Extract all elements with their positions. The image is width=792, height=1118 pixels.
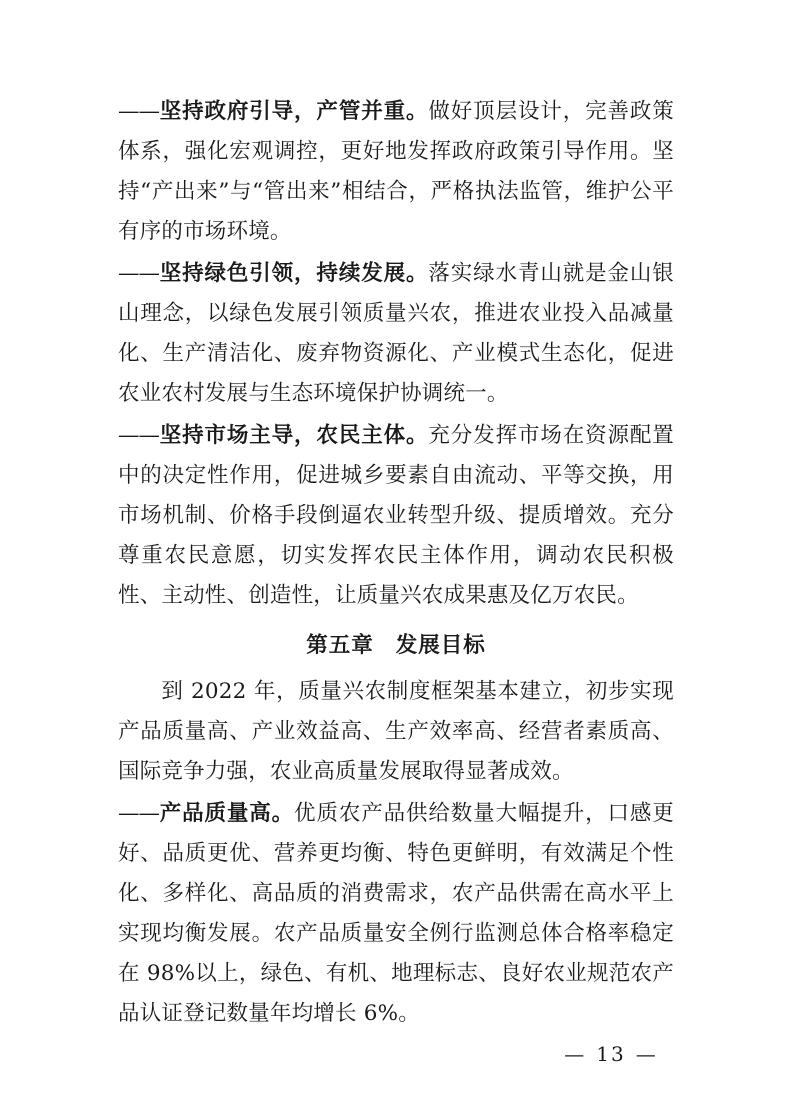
- page-number-group: [564, 1042, 657, 1066]
- chapter-number: 第五章: [306, 633, 374, 658]
- paragraph-market-oriented: [118, 416, 674, 616]
- page-number-left-dash: —: [564, 1042, 587, 1066]
- page-number-value: 13: [596, 1042, 626, 1066]
- paragraph-lead: 坚持政府引导，产管并重。: [159, 99, 429, 124]
- paragraph-lead: 产品质量高。: [159, 801, 295, 826]
- paragraph-body: 到 2022 年，质量兴农制度框架基本建立，初步实现产品质量高、产业效益高、生产效率高、经营者素质高、国际竞争力强，农业高质量发展取得显著成效。: [118, 679, 674, 784]
- page-content: [118, 92, 674, 1034]
- page-footer: [0, 1042, 792, 1066]
- paragraph-body: 落实绿水青山就是金山银山理念，以绿色发展引领质量兴农，推进农业投入品减量化、生产清洁化、废弃物资源化、产业模式生态化，促进农业农村发展与生态环境保护协调统一。: [118, 261, 675, 406]
- paragraph-dash: ——: [118, 423, 159, 448]
- paragraph-green-leadership: [118, 254, 674, 414]
- paragraph-lead: 坚持绿色引领，持续发展。: [159, 261, 429, 286]
- paragraph-dash: ——: [118, 99, 159, 124]
- paragraph-body: 优质农产品供给数量大幅提升，口感更好、品质更优、营养更均衡、特色更鲜明，有效满足个性化、多样化、高品质的消费需求，农产品供需在高水平上实现均衡发展。农产品质量安全例行监测总体合格率稳定在 98%以上，绿色、有机、地理标志、良好农业规范农产品认证登记数量年均增长 6%。: [118, 801, 675, 1026]
- paragraph-dash: ——: [118, 261, 159, 286]
- paragraph-goal-2022: [118, 672, 674, 792]
- chapter-title-text: 发展目标: [395, 633, 486, 658]
- paragraph-government-guidance: [118, 92, 674, 252]
- chapter-heading: [118, 626, 674, 666]
- paragraph-product-quality: [118, 794, 674, 1034]
- paragraph-dash: ——: [118, 801, 159, 826]
- page-number-right-dash: —: [635, 1042, 658, 1066]
- paragraph-body: 充分发挥市场在资源配置中的决定性作用，促进城乡要素自由流动、平等交换，用市场机制、价格手段倒逼农业转型升级、提质增效。充分尊重农民意愿，切实发挥农民主体作用，调动农民积极性、主动性、创造性，让质量兴农成果惠及亿万农民。: [118, 423, 675, 608]
- paragraph-lead: 坚持市场主导，农民主体。: [159, 423, 429, 448]
- paragraph-body: 做好顶层设计，完善政策体系，强化宏观调控，更好地发挥政府政策引导作用。坚持“产出来”与“管出来”相结合，严格执法监管，维护公平有序的市场环境。: [118, 99, 675, 244]
